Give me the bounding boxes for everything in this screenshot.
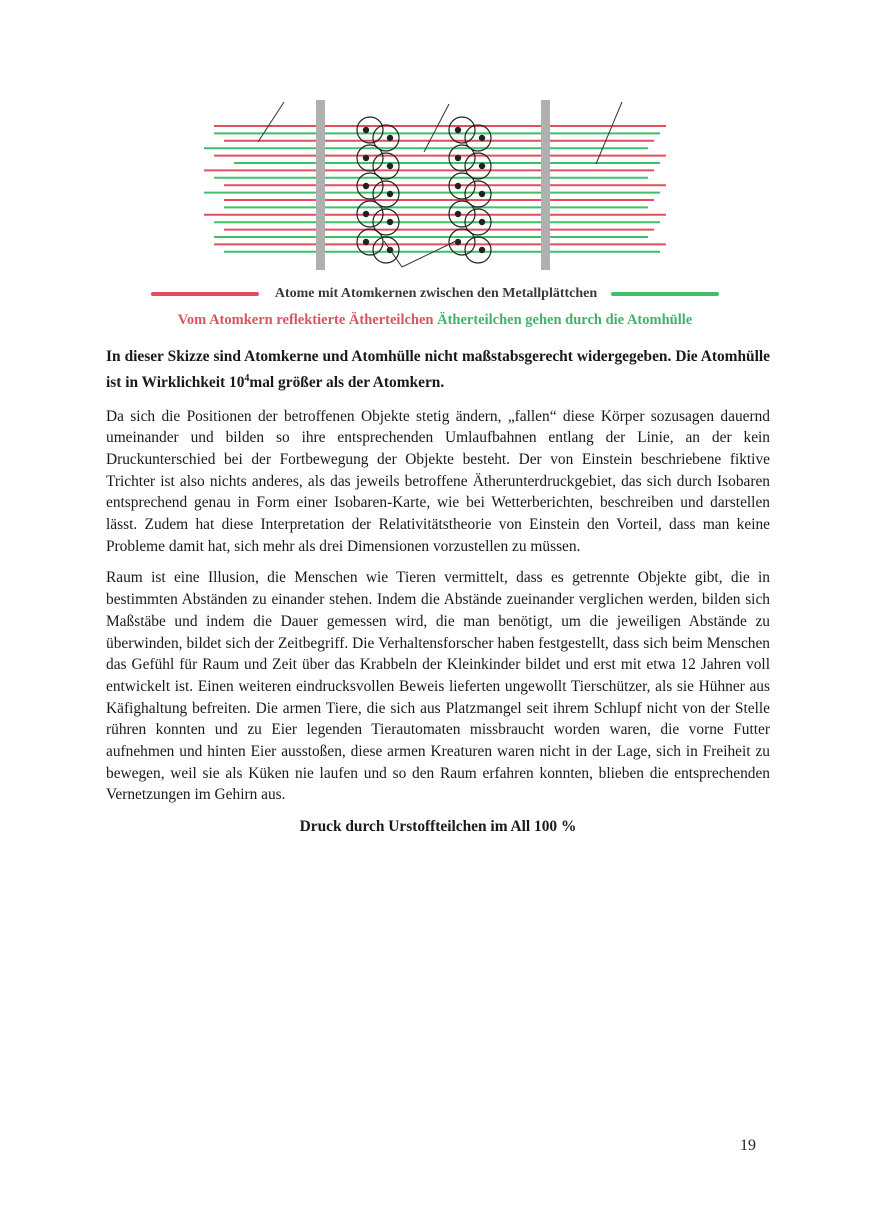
atom-nucleus: [455, 211, 461, 217]
closing-heading: Druck durch Urstoffteilchen im All 100 %: [299, 818, 577, 836]
metal-plate-left: [316, 100, 325, 270]
legend-atoms-label: Atome mit Atomkernen zwischen den Metallplättchen: [274, 286, 598, 301]
atom: [449, 117, 475, 143]
ether-particle-lines: [204, 126, 666, 252]
atom-nucleus: [479, 163, 485, 169]
atom-diagram: [0, 0, 870, 330]
atom: [465, 153, 491, 179]
intro-text-part1: In dieser Skizze sind Atomkerne und Atomhülle nicht maßstabsgerecht widergegeben. Die Atomhülle ist in Wirklichkeit 10: [106, 348, 770, 391]
atom: [373, 237, 399, 263]
atom-shell: [465, 125, 491, 151]
legend-red-swatch: [151, 292, 259, 296]
atom: [373, 125, 399, 151]
atom-nucleus: [363, 239, 369, 245]
body-text: [106, 346, 770, 838]
atom-nucleus: [479, 219, 485, 225]
atom: [465, 125, 491, 151]
atom-nucleus: [363, 183, 369, 189]
atom-nucleus: [387, 191, 393, 197]
atom-shell: [357, 117, 383, 143]
atom-nucleus: [479, 247, 485, 253]
intro-text-part2: mal größer als der Atomkern.: [249, 373, 445, 391]
atom-shell: [373, 153, 399, 179]
intro-paragraph: [106, 346, 770, 394]
atom-nucleus: [455, 183, 461, 189]
atom-nucleus: [363, 211, 369, 217]
legend-green-swatch: [611, 292, 719, 296]
legend-atoms: [0, 286, 870, 302]
atom-nucleus: [455, 127, 461, 133]
atom-shell: [373, 125, 399, 151]
atom: [465, 237, 491, 263]
legend-red-label: Vom Atomkern reflektierte Ätherteilchen: [177, 312, 434, 328]
atom-shell: [465, 153, 491, 179]
atom-nucleus: [387, 219, 393, 225]
atom-nucleus: [363, 127, 369, 133]
atom-nucleus: [479, 135, 485, 141]
atom-shell: [373, 237, 399, 263]
atom-nucleus: [455, 155, 461, 161]
legend-green-label: Ätherteilchen gehen durch die Atomhülle: [437, 312, 693, 328]
paragraph-2: Raum ist eine Illusion, die Menschen wie Tieren vermittelt, dass es getrennte Objekte gibt, die in bestimmten Abständen zu einander stehen. Indem die Abstände zueinander verglichen werden, bilden sich Maßstäbe und indem die Dauer gemessen wird, die man benötigt, um die jeweiligen Abstände zu überwinden, bildet sich der Zeitbegriff. Die Verhaltensforscher haben festgestellt, dass sich beim Menschen das Gefühl für Raum und Zeit über das Krabbeln der Kleinkinder bildet und erst mit etwa 12 Jahren voll entwickelt ist. Einen weiteren eindrucksvollen Beweis lieferten ungewollt Tierschützer, als sie Hühner aus Käfighaltung befreiten. Die armen Tiere, die sich aus Platzmangel seit ihrem Schlupf nicht von der Stelle rühren konnten und zu Eier legenden Tierautomaten missbraucht worden waren, die vorne Futter aufnehmen und hinten Eier ausstoßen, diese armen Kreaturen waren nicht in der Lage, sich in Freiheit zu bewegen, weil sie als Küken nie laufen und so den Raum erfahren konnten, blieben die entsprechenden Vernetzungen im Gehirn aus.: [106, 569, 770, 804]
metal-plate-right: [541, 100, 550, 270]
atom-nucleus: [479, 191, 485, 197]
atoms-group: [357, 117, 491, 263]
page-number: 19: [740, 1137, 756, 1154]
atom-shell: [465, 237, 491, 263]
atom-shell: [449, 117, 475, 143]
atom: [373, 153, 399, 179]
atom-nucleus: [455, 239, 461, 245]
atom: [357, 117, 383, 143]
atom-nucleus: [363, 155, 369, 161]
atom-nucleus: [387, 135, 393, 141]
intro-exponent: 4: [244, 372, 250, 384]
legend-particles: [0, 312, 870, 329]
paragraph-1: Da sich die Positionen der betroffenen Objekte stetig ändern, „fallen“ diese Körper sozusagen dauernd umeinander und bilden so ihre entsprechenden Umlaufbahnen entlang der Linie, an der kein Druckunterschied bei der Fortbewegung der Objekte besteht. Der von Einstein beschriebene fiktive Trichter ist also nichts anderes, als das jeweils betroffene Ätherunterdruckgebiet, das sich durch Isobaren entsprechend genau in Form einer Isobaren-Karte, wie bei Wetterberichten, beschreiben und darstellen lässt. Zudem hat diese Interpretation der Relativitätstheorie von Einstein den Vorteil, dass man keine Probleme damit hat, sich mehr als drei Dimensionen vorzustellen zu müssen.: [106, 407, 770, 555]
atom-nucleus: [387, 163, 393, 169]
